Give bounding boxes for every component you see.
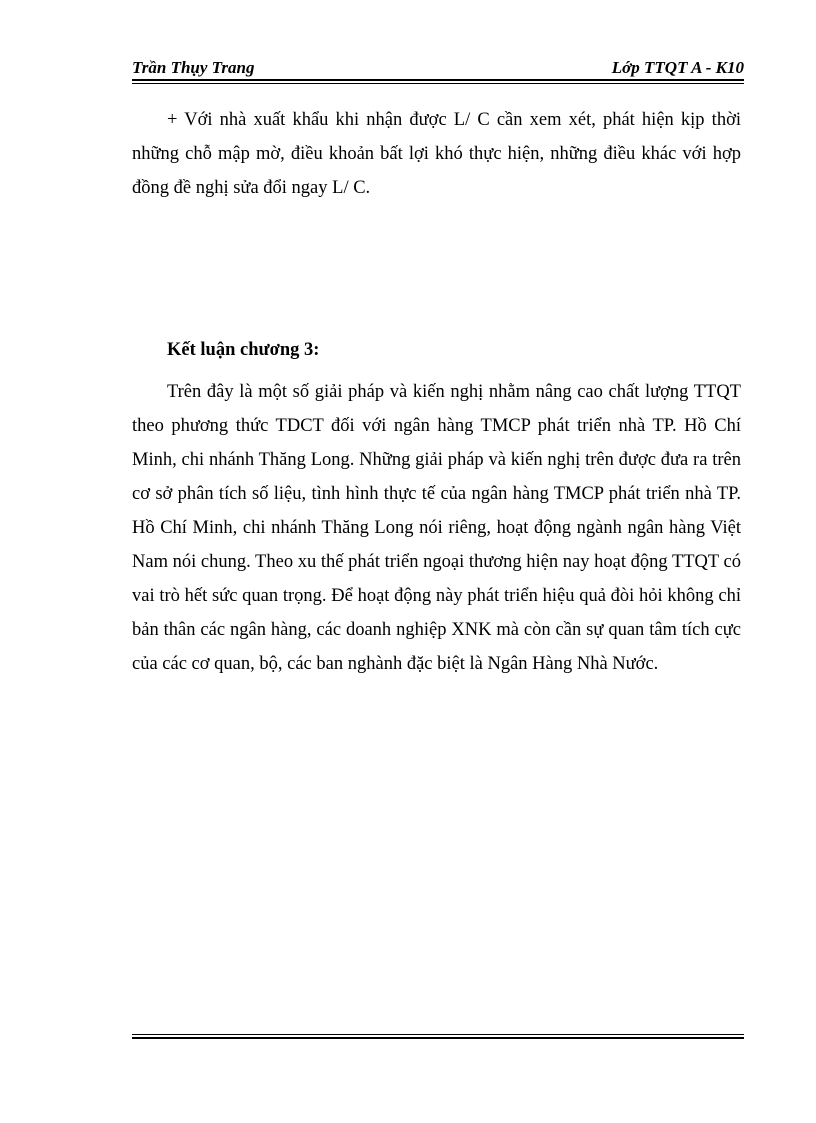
footer-rule-thin — [132, 1034, 744, 1035]
conclusion-heading: Kết luận chương 3: — [167, 340, 320, 360]
header-rule-thick — [132, 79, 744, 81]
header-rule-thin — [132, 83, 744, 84]
page-header — [132, 56, 744, 80]
footer-rule-thick — [132, 1037, 744, 1039]
paragraph-exporter-lc: + Với nhà xuất khẩu khi nhận được L/ C cần xem xét, phát hiện kịp thời những chỗ mập mờ, điều khoản bất lợi khó thực hiện, những điều khác với hợp đồng đề nghị sửa đổi ngay L/ C. — [132, 110, 741, 198]
paragraph-conclusion: Trên đây là một số giải pháp và kiến nghị nhằm nâng cao chất lượng TTQT theo phương thức TDCT đối với ngân hàng TMCP phát triển nhà TP. Hồ Chí Minh, chi nhánh Thăng Long. Những giải pháp và kiến nghị trên được đưa ra trên cơ sở phân tích số liệu, tình hình thực tế của ngân hàng TMCP phát triển nhà TP. Hồ Chí Minh, chi nhánh Thăng Long nói riêng, hoạt động ngành ngân hàng Việt Nam nói chung. Theo xu thế phát triển ngoại thương hiện nay hoạt động TTQT có vai trò hết sức quan trọng. Để hoạt động này phát triển hiệu quả đòi hỏi không chỉ bản thân các ngân hàng, các doanh nghiệp XNK mà còn cần sự quan tâm tích cực của các cơ quan, bộ, các ban nghành đặc biệt là Ngân Hàng Nhà Nước. — [132, 382, 741, 674]
header-class-label: Lớp TTQT A - K10 — [611, 58, 744, 77]
header-author: Trần Thụy Trang — [132, 58, 255, 77]
